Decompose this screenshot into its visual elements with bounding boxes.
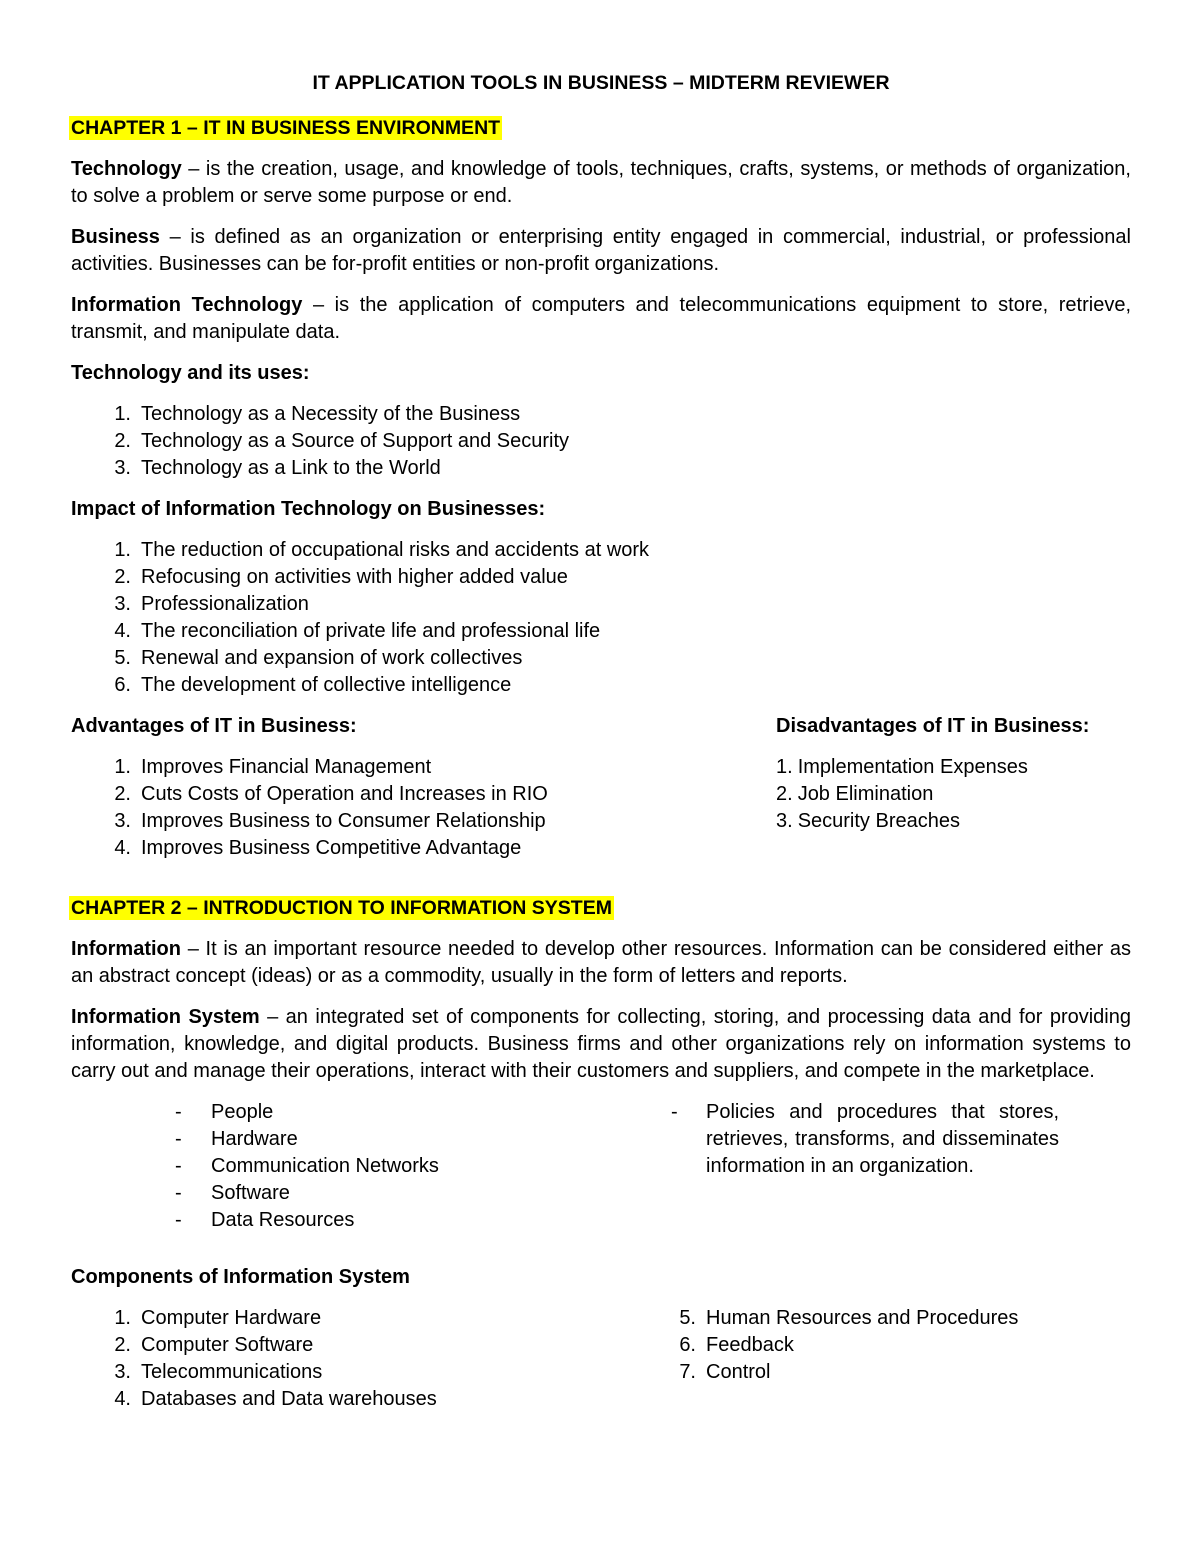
list-item: 1. The reduction of occupational risks and accidents at work (114, 539, 650, 561)
list-item: 2. Refocusing on activities with higher added value (114, 566, 568, 588)
advantages-heading: Advantages of IT in Business: (71, 715, 357, 737)
list-item: 4. The reconciliation of private life and professional life (114, 620, 601, 642)
list-item: 3. Security Breaches (776, 810, 960, 832)
list-item: - Software (175, 1182, 290, 1204)
list-item: 4. Databases and Data warehouses (114, 1388, 437, 1410)
components-heading: Components of Information System (71, 1266, 410, 1288)
disadvantages-heading: Disadvantages of IT in Business: (776, 715, 1090, 737)
list-item: 2. Technology as a Source of Support and Security (114, 430, 570, 452)
list-item: 1. Improves Financial Management (114, 756, 432, 778)
impact-list (71, 537, 1131, 699)
definition-information (71, 936, 1131, 990)
chapter-1-heading: CHAPTER 1 – IT IN BUSINESS ENVIRONMENT (71, 117, 501, 139)
definition-text: – is defined as an organization or enterprising entity engaged in commercial, industrial, or professional activities. Businesses can be for-profit entities or non-profit organizations. (71, 226, 1131, 275)
definition-technology (71, 156, 1131, 210)
list-item: 2. Computer Software (114, 1334, 314, 1356)
list-item: 3. Improves Business to Consumer Relationship (114, 810, 546, 832)
term: Information Technology (71, 294, 303, 316)
definition-business (71, 224, 1131, 278)
uses-list (71, 401, 1131, 482)
advantages-section (71, 713, 1131, 876)
definition-text: – It is an important resource needed to develop other resources. Information can be considered either as an abstract concept (ideas) or as a commodity, usually in the form of letters and reports. (71, 938, 1131, 987)
definition-text: – an integrated set of components for collecting, storing, and processing data and for providing information, knowledge, and digital products. Business firms and other organizations rely on information systems to carry out and manage their operations, interact with their customers and suppliers, and compete in the marketplace. (71, 1006, 1131, 1082)
list-item: 1. Technology as a Necessity of the Business (114, 403, 521, 425)
list-item: 2. Cuts Costs of Operation and Increases in RIO (114, 783, 548, 805)
uses-heading: Technology and its uses: (71, 362, 310, 384)
list-item: 3. Professionalization (114, 593, 309, 615)
document-page (71, 64, 1131, 1427)
definition-text: – is the application of computers and telecommunications equipment to store, retrieve, transmit, and manipulate data. (71, 294, 1132, 343)
list-item: 3. Technology as a Link to the World (114, 457, 441, 479)
list-item: - People (175, 1101, 274, 1123)
list-item: - Communication Networks (175, 1155, 439, 1177)
document-title: IT APPLICATION TOOLS IN BUSINESS – MIDTERM REVIEWER (312, 72, 890, 94)
policies-text: Policies and procedures that stores, retrieves, transforms, and disseminates information in an organization. (706, 1101, 1059, 1177)
list-item: 1. Implementation Expenses (776, 756, 1028, 778)
term: Business (71, 226, 160, 248)
chapter-2-heading: CHAPTER 2 – INTRODUCTION TO INFORMATION SYSTEM (71, 897, 612, 919)
list-item: - Data Resources (175, 1209, 355, 1231)
definition-text: – is the creation, usage, and knowledge of tools, techniques, crafts, systems, or methods of organization, to solve a problem or serve some purpose or end. (71, 158, 1131, 207)
list-item: 7. Control (679, 1361, 771, 1383)
term: Information (71, 938, 181, 960)
definition-information-technology (71, 292, 1131, 346)
is-policies-item: - Policies and procedures that stores, retrieves, transforms, and disseminates information in an organization. (671, 1099, 1059, 1248)
is-elements-list (71, 1099, 671, 1234)
list-item: 5. Human Resources and Procedures (679, 1307, 1019, 1329)
advantages-list (71, 754, 776, 862)
term: Technology (71, 158, 182, 180)
list-item: 6. Feedback (679, 1334, 794, 1356)
list-item: 5. Renewal and expansion of work collectives (114, 647, 523, 669)
term: Information System (71, 1006, 260, 1028)
components-list-right (636, 1305, 1131, 1386)
list-item: 2. Job Elimination (776, 783, 934, 805)
list-item: 3. Telecommunications (114, 1361, 323, 1383)
is-elements-section (71, 1099, 1131, 1248)
definition-information-system (71, 1004, 1131, 1085)
list-item: 4. Improves Business Competitive Advantage (114, 837, 522, 859)
components-list-left (71, 1305, 636, 1413)
impact-heading: Impact of Information Technology on Businesses: (71, 498, 546, 520)
components-section (71, 1305, 1131, 1427)
list-item: 1. Computer Hardware (114, 1307, 322, 1329)
list-item: 6. The development of collective intelligence (114, 674, 512, 696)
list-item: - Hardware (175, 1128, 298, 1150)
disadvantages-list (776, 754, 1131, 835)
